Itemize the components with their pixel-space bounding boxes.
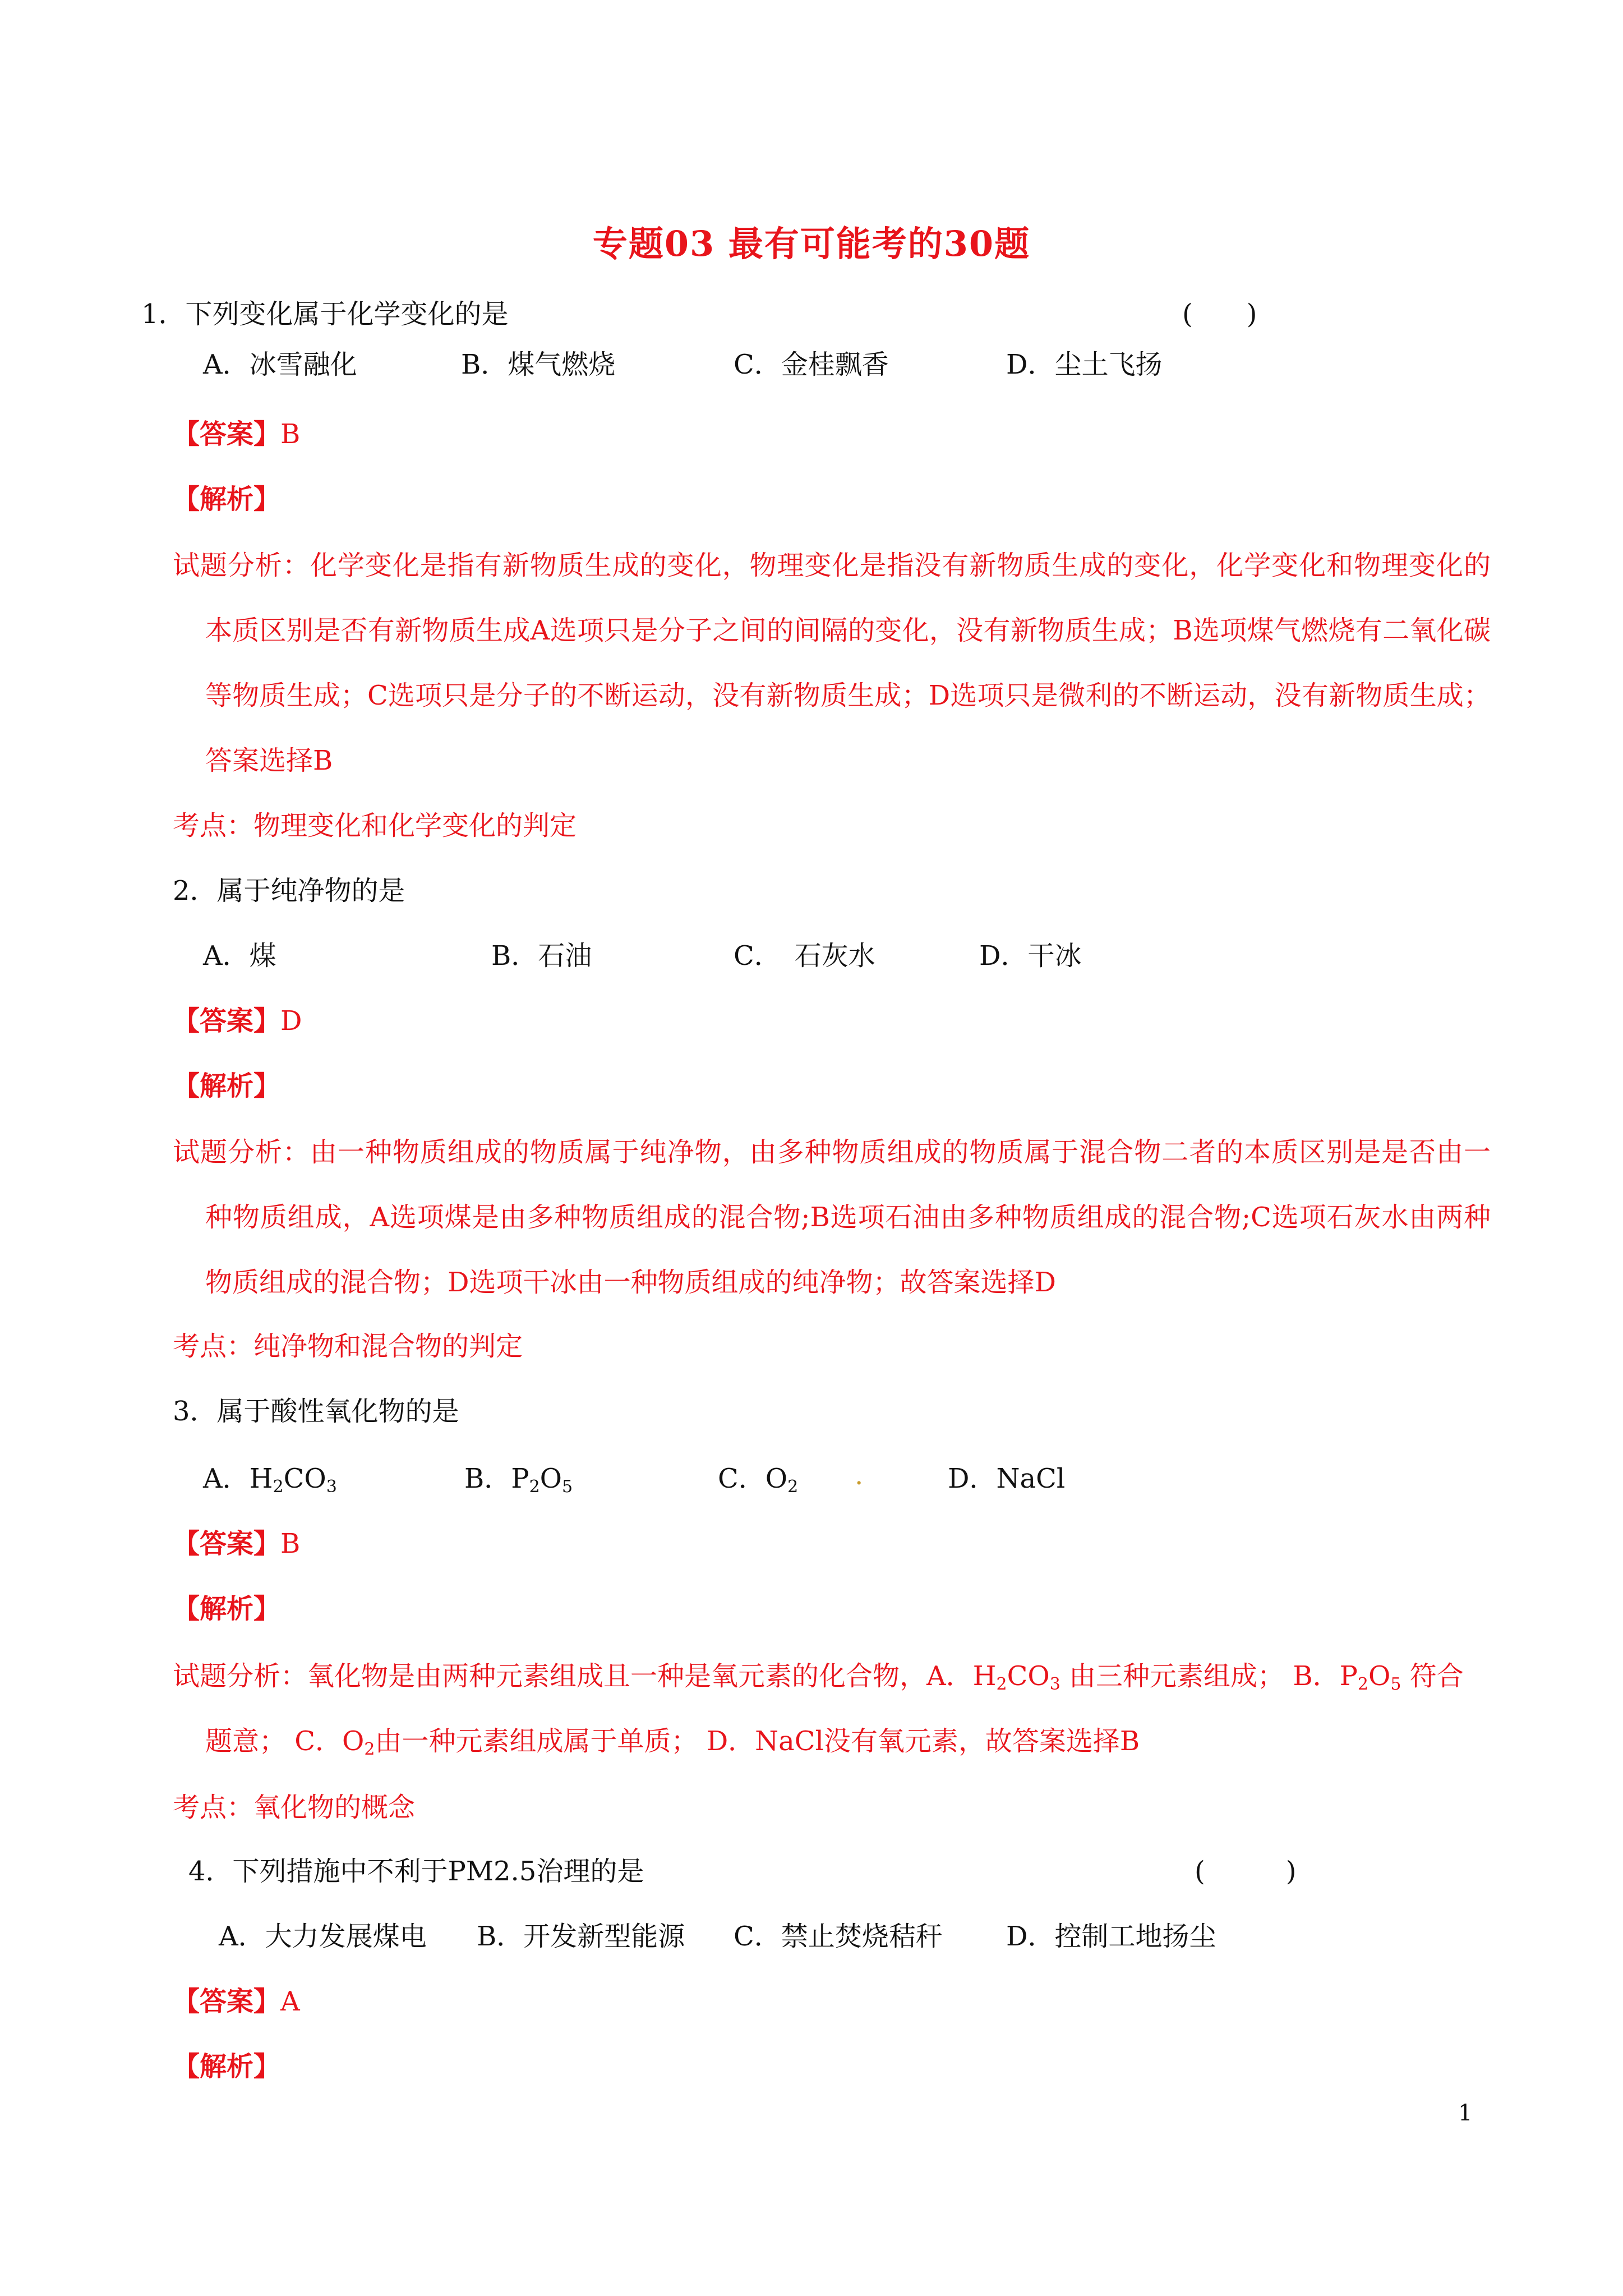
q2-answer-label: 【答案】: [173, 1005, 281, 1037]
q4-answer: [173, 1985, 300, 2018]
q1-option-a: A．冰雪融化: [203, 349, 357, 380]
q4-analysis-label: 【解析】: [173, 2051, 281, 2082]
page-number: 1: [1458, 2100, 1473, 2126]
q1-stem: 1．下列变化属于化学变化的是: [141, 298, 509, 330]
q2-analysis-label: 【解析】: [173, 1070, 281, 1102]
q2-option-a: A．煤: [203, 940, 276, 972]
q1-analysis: 试题分析：化学变化是指有新物质生成的变化，物理变化是指没有新物质生成的变化，化学变化和物理变化的本质区别是否有新物质生成A选项只是分子之间的间隔的变化，没有新物质生成；B选项煤气燃烧有二氧化碳等物质生成；C选项只是分子的不断运动，没有新物质生成；D选项只是微利的不断运动，没有新物质生成；答案选择B: [173, 550, 1491, 776]
q3-answer-label: 【答案】: [173, 1528, 281, 1559]
q2-point: 考点：纯净物和混合物的判定: [173, 1331, 523, 1362]
q1-answer-label: 【答案】: [173, 418, 281, 450]
q2-answer-value: D: [280, 1005, 302, 1037]
q3-analysis-label: 【解析】: [173, 1593, 281, 1625]
q1-analysis-label: 【解析】: [173, 484, 281, 515]
q1-paren: ( ): [1182, 298, 1257, 330]
q3-option-a: A．$H_2CO_3$: [203, 1463, 337, 1497]
q4-stem: 4．下列措施中不利于PM2.5治理的是: [188, 1856, 644, 1887]
q4-answer-value: A: [280, 1986, 300, 2017]
stray-dot: .: [855, 1460, 864, 1491]
q2-answer: [173, 1004, 302, 1038]
q3-point: 考点：氧化物的概念: [173, 1792, 416, 1823]
q4-option-b: B．开发新型能源: [477, 1921, 685, 1952]
q4-paren: ( ): [1195, 1856, 1297, 1887]
q4-option-c: C．禁止焚烧秸秆: [734, 1921, 943, 1952]
q3-analysis-line1: 试题分析：氧化物是由两种元素组成且一种是氧元素的化合物，A．$H_2CO_3$ 由三种元素组成； B．$P_2O_5$ 符合: [173, 1660, 1464, 1694]
q3-option-d: D．NaCl: [948, 1463, 1066, 1494]
q3-option-b: B．$P_2O_5$: [464, 1463, 573, 1497]
q1-answer-value: B: [280, 418, 301, 450]
q3-analysis-line2: 题意； C．$O_2$由一种元素组成属于单质； D．NaCl没有氧元素，故答案选择B: [205, 1726, 1140, 1759]
q4-option-d: D．控制工地扬尘: [1006, 1921, 1216, 1952]
q1-answer: [173, 417, 300, 451]
page-title: 专题03 最有可能考的30题: [592, 223, 1031, 264]
q1-option-d: D．尘土飞扬: [1006, 349, 1163, 380]
q4-option-a: A．大力发展煤电: [219, 1921, 427, 1952]
q3-answer-value: B: [280, 1528, 301, 1559]
q1-option-c: C．金桂飘香: [734, 349, 889, 380]
q4-answer-label: 【答案】: [173, 1986, 281, 2017]
q3-option-c: C．$O_2$: [718, 1463, 799, 1497]
q2-option-b: B．石油: [491, 940, 592, 972]
q3-stem: 3．属于酸性氧化物的是: [173, 1396, 459, 1427]
q3-answer: [173, 1527, 300, 1561]
q2-option-d: D．干冰: [979, 940, 1082, 972]
q2-analysis: 试题分析：由一种物质组成的物质属于纯净物，由多种物质组成的物质属于混合物二者的本质区别是是否由一种物质组成，A选项煤是由多种物质组成的混合物;B选项石油由多种物质组成的混合物;C选项石灰水由两种物质组成的混合物；D选项干冰由一种物质组成的纯净物；故答案选择D: [173, 1137, 1491, 1298]
q2-option-c: C． 石灰水: [734, 940, 875, 972]
q1-option-b: B．煤气燃烧: [461, 349, 616, 380]
q2-stem: 2．属于纯净物的是: [173, 875, 405, 907]
q1-point: 考点：物理变化和化学变化的判定: [173, 810, 577, 841]
